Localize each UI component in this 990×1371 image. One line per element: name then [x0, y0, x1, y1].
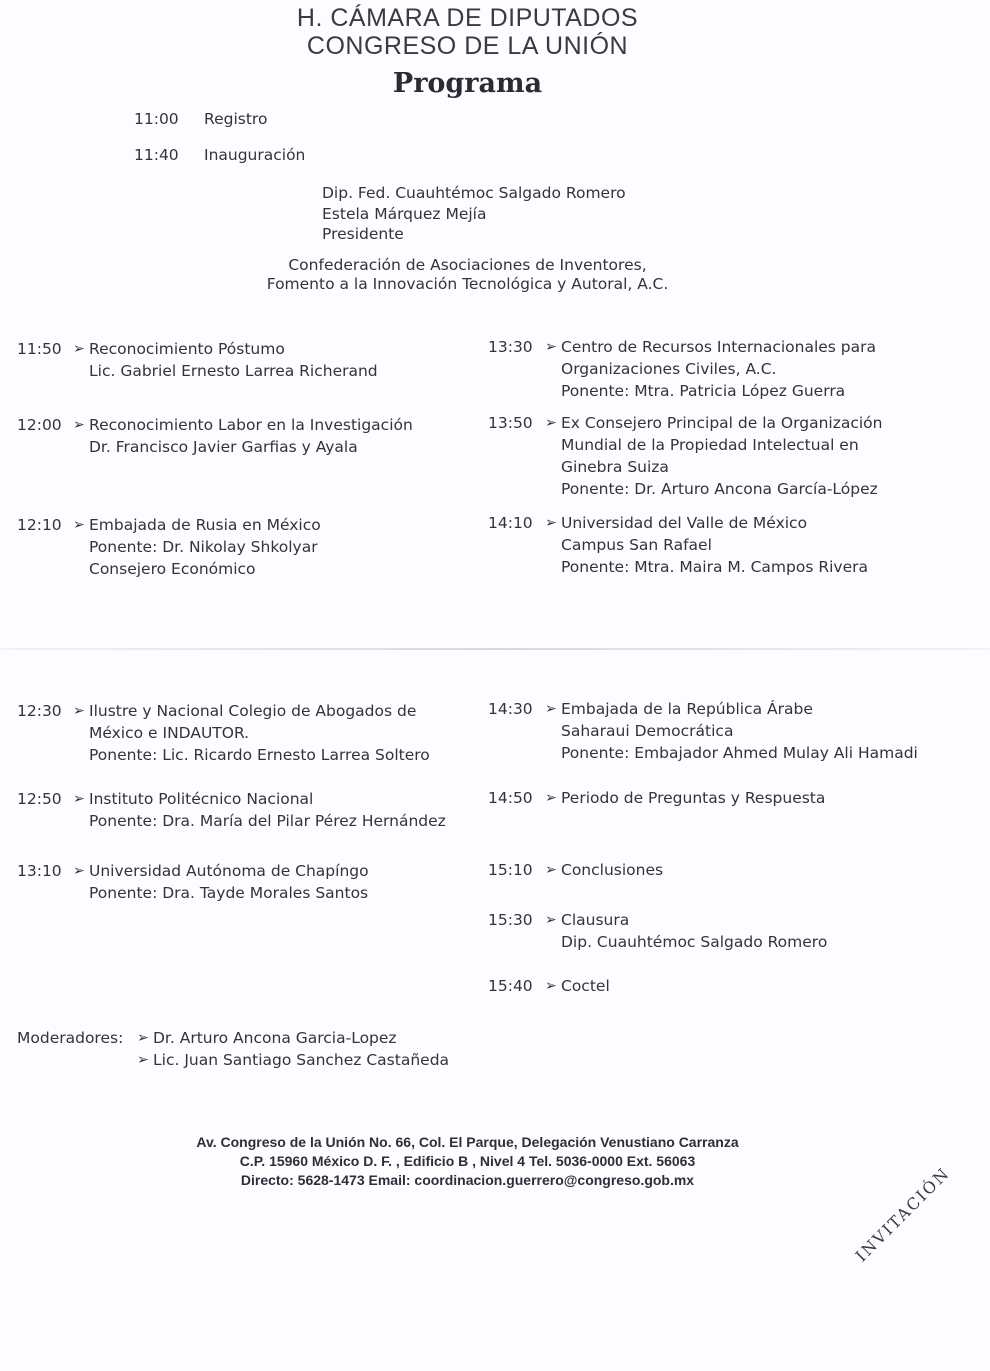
- item-time: 14:50: [488, 789, 533, 807]
- item-line: Dip. Cuauhtémoc Salgado Romero: [561, 933, 828, 951]
- item-line: Ponente: Dr. Arturo Ancona García-López: [561, 480, 878, 498]
- arrow-bullet-icon: ➢: [73, 517, 85, 533]
- arrow-bullet-icon: ➢: [73, 703, 85, 719]
- arrow-bullet-icon: ➢: [137, 1052, 149, 1068]
- chamber-title: H. CÁMARA DE DIPUTADOS: [296, 4, 639, 32]
- item-line: Ginebra Suiza: [561, 458, 669, 476]
- item-line: Universidad Autónoma de Chapíngo: [89, 862, 369, 880]
- inauguration-speakers: [322, 183, 626, 245]
- item-line: Ponente: Mtra. Maira M. Campos Rivera: [561, 558, 869, 576]
- item-time: 13:10: [17, 862, 62, 880]
- footer-line: Av. Congreso de la Unión No. 66, Col. El Parque, Delegación Venustiano Carranza: [196, 1134, 739, 1150]
- moderator-name: Lic. Juan Santiago Sanchez Castañeda: [153, 1051, 450, 1069]
- item-line: Coctel: [561, 977, 610, 995]
- item-line: Ponente: Embajador Ahmed Mulay Ali Hamadi: [561, 744, 918, 762]
- item-line: Reconocimiento Póstumo: [89, 340, 285, 358]
- item-line: Conclusiones: [561, 861, 664, 879]
- congress-title: CONGRESO DE LA UNIÓN: [306, 32, 629, 60]
- item-time: 14:30: [488, 700, 533, 718]
- item-line: Reconocimiento Labor en la Investigación: [89, 416, 413, 434]
- item-line: Organizaciones Civiles, A.C.: [561, 360, 777, 378]
- item-line: Embajada de Rusia en México: [89, 516, 321, 534]
- arrow-bullet-icon: ➢: [73, 341, 85, 357]
- arrow-bullet-icon: ➢: [545, 701, 557, 717]
- invitation-stamp: INVITACIÓN: [851, 1163, 954, 1266]
- arrow-bullet-icon: ➢: [545, 790, 557, 806]
- opening-time-inauguracion: 11:40: [134, 146, 179, 164]
- item-line: Ponente: Dra. María del Pilar Pérez Hernández: [89, 812, 446, 830]
- arrow-bullet-icon: ➢: [545, 415, 557, 431]
- org-line: Confederación de Asociaciones de Inventores,: [288, 256, 647, 274]
- item-time: 12:10: [17, 516, 62, 534]
- item-line: Ponente: Mtra. Patricia López Guerra: [561, 382, 846, 400]
- moderator-name: Dr. Arturo Ancona Garcia-Lopez: [153, 1029, 397, 1047]
- arrow-bullet-icon: ➢: [73, 791, 85, 807]
- footer-line: Directo: 5628-1473 Email: coordinacion.guerrero@congreso.gob.mx: [240, 1172, 695, 1188]
- item-time: 15:10: [488, 861, 533, 879]
- item-line: Ponente: Dr. Nikolay Shkolyar: [89, 538, 318, 556]
- program-title: Programa: [392, 68, 543, 99]
- item-line: Instituto Politécnico Nacional: [89, 790, 314, 808]
- footer-address: [0, 1133, 935, 1190]
- item-line: Ilustre y Nacional Colegio de Abogados de: [89, 702, 417, 720]
- item-line: Dr. Francisco Javier Garfias y Ayala: [89, 438, 358, 456]
- item-time: 11:50: [17, 340, 62, 358]
- item-line: Periodo de Preguntas y Respuesta: [561, 789, 826, 807]
- item-time: 12:00: [17, 416, 62, 434]
- item-line: Mundial de la Propiedad Intelectual en: [561, 436, 859, 454]
- inauguration-organization: [0, 256, 935, 294]
- item-time: 14:10: [488, 514, 533, 532]
- arrow-bullet-icon: ➢: [545, 339, 557, 355]
- inauguration-line: Estela Márquez Mejía: [322, 204, 487, 223]
- item-line: Consejero Económico: [89, 560, 256, 578]
- opening-label-inauguracion: Inauguración: [204, 146, 306, 164]
- footer-line: C.P. 15960 México D. F. , Edificio B , Nivel 4 Tel. 5036-0000 Ext. 56063: [239, 1153, 696, 1169]
- item-time: 13:30: [488, 338, 533, 356]
- item-line: Embajada de la República Árabe: [561, 700, 813, 718]
- item-line: Lic. Gabriel Ernesto Larrea Richerand: [89, 362, 378, 380]
- item-line: Campus San Rafael: [561, 536, 712, 554]
- inauguration-line: Dip. Fed. Cuauhtémoc Salgado Romero: [322, 184, 626, 202]
- arrow-bullet-icon: ➢: [545, 862, 557, 878]
- item-line: Ponente: Dra. Tayde Morales Santos: [89, 884, 369, 902]
- inauguration-line: Presidente: [322, 225, 404, 243]
- item-time: 15:40: [488, 977, 533, 995]
- item-line: Centro de Recursos Internacionales para: [561, 338, 877, 356]
- item-time: 13:50: [488, 414, 533, 432]
- item-line: México e INDAUTOR.: [89, 724, 250, 742]
- arrow-bullet-icon: ➢: [545, 912, 557, 928]
- arrow-bullet-icon: ➢: [73, 417, 85, 433]
- item-line: Universidad del Valle de México: [561, 514, 808, 532]
- arrow-bullet-icon: ➢: [137, 1030, 149, 1046]
- opening-label-registro: Registro: [204, 110, 268, 128]
- arrow-bullet-icon: ➢: [545, 978, 557, 994]
- arrow-bullet-icon: ➢: [545, 515, 557, 531]
- item-line: Ponente: Lic. Ricardo Ernesto Larrea Soltero: [89, 746, 430, 764]
- fold-line: [0, 648, 990, 650]
- item-line: Ex Consejero Principal de la Organización: [561, 414, 883, 432]
- item-line: Saharaui Democrática: [561, 722, 734, 740]
- moderators-label: Moderadores:: [17, 1029, 124, 1047]
- item-time: 12:50: [17, 790, 62, 808]
- item-line: Clausura: [561, 911, 630, 929]
- opening-time-registro: 11:00: [134, 110, 179, 128]
- item-time: 15:30: [488, 911, 533, 929]
- org-line: Fomento a la Innovación Tecnológica y Autoral, A.C.: [266, 275, 669, 293]
- item-time: 12:30: [17, 702, 62, 720]
- arrow-bullet-icon: ➢: [73, 863, 85, 879]
